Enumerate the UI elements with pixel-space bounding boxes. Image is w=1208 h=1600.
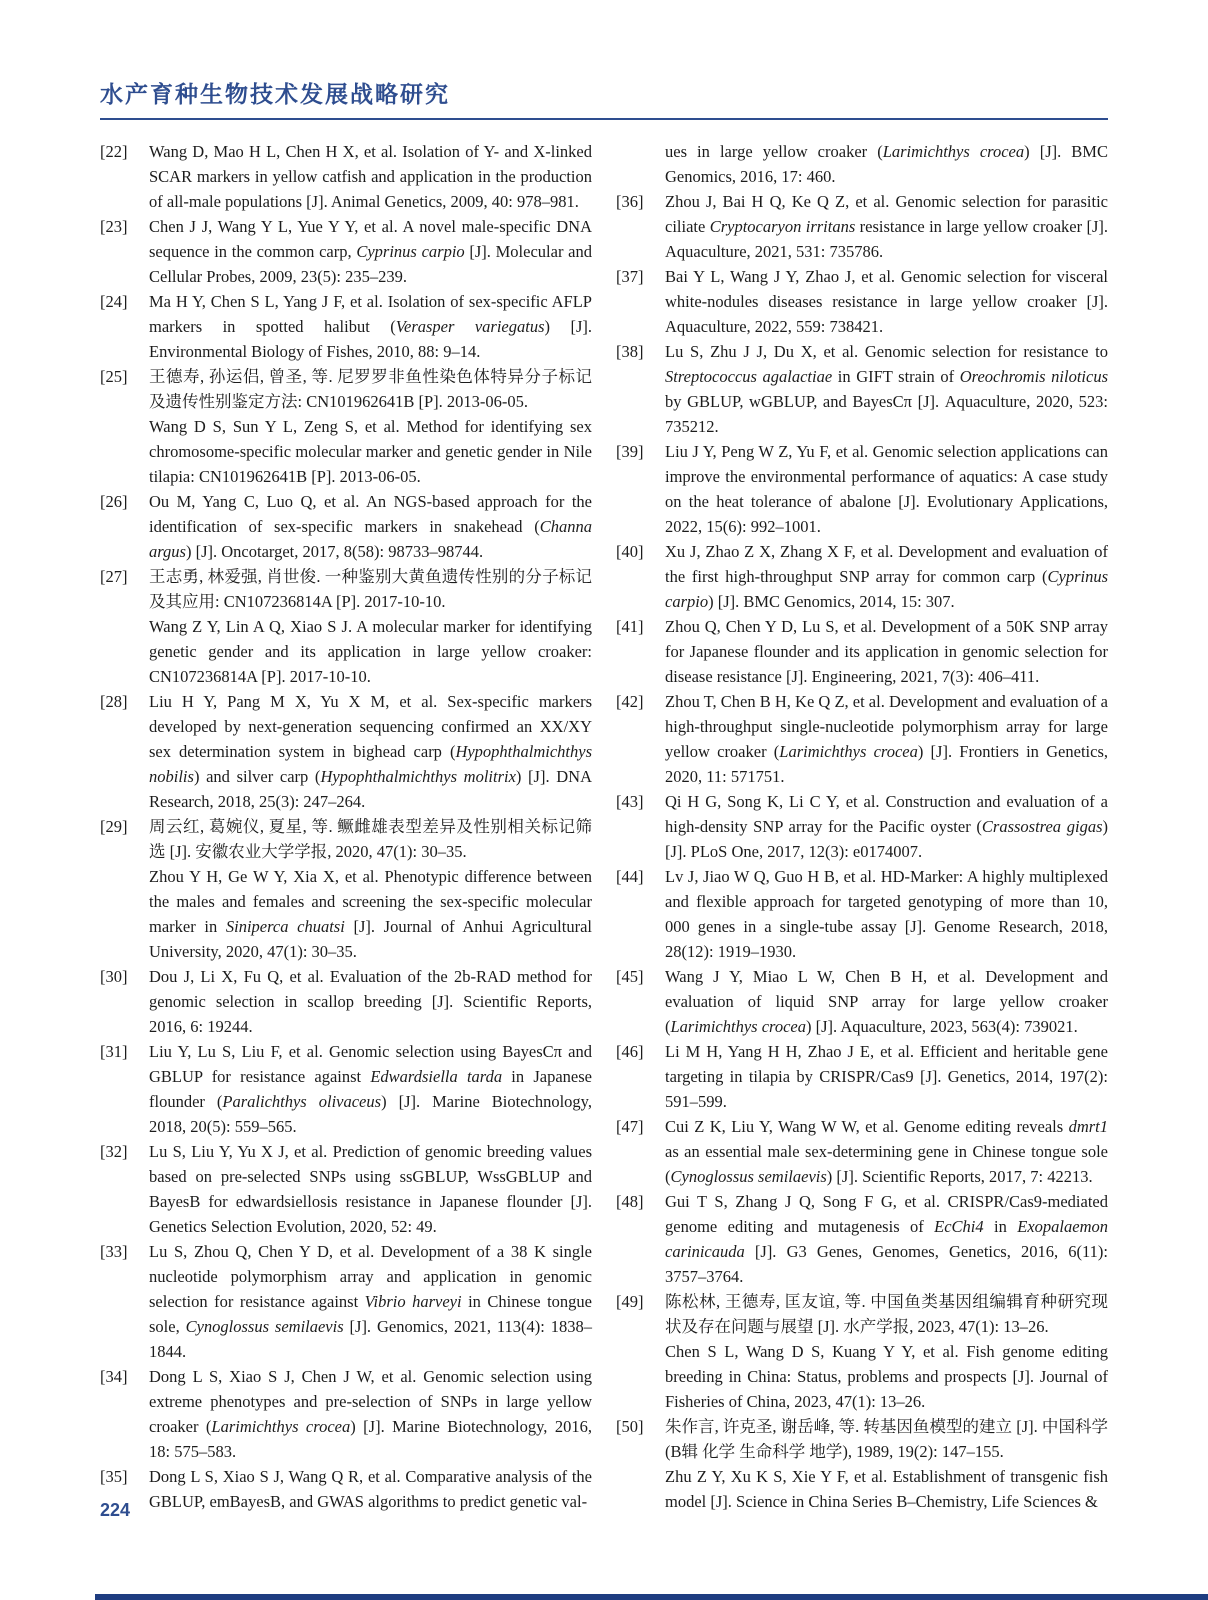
reference-body [149, 564, 592, 689]
reference-body [149, 814, 592, 964]
reference-paragraph: Li M H, Yang H H, Zhao J E, et al. Efficient and heritable gene targeting in tilapia by CRISPR/Cas9 [J]. Genetics, 2014, 197(2): 591–599. [665, 1042, 1108, 1111]
reference-number: [29] [100, 817, 128, 836]
references-section [100, 139, 1108, 1514]
reference-item [100, 489, 592, 564]
reference-item [100, 1464, 592, 1514]
reference-number: [39] [616, 442, 644, 461]
reference-item [100, 689, 592, 814]
running-header-title: 水产育种生物技术发展战略研究 [100, 81, 450, 107]
reference-body [149, 1239, 592, 1364]
reference-body [149, 1039, 592, 1139]
reference-paragraph: Zhou J, Bai H Q, Ke Q Z, et al. Genomic selection for parasitic ciliate Cryptocaryon irritans resistance in large yellow croaker [J]. Aquaculture, 2021, 531: 735786. [665, 192, 1109, 261]
page-footer [100, 1500, 130, 1521]
reference-body [665, 1114, 1108, 1189]
reference-number: [23] [100, 217, 128, 236]
reference-paragraph: 王志勇, 林爱强, 肖世俊. 一种鉴别大黄鱼遗传性别的分子标记及其应用: CN107236814A [P]. 2017-10-10. [149, 567, 592, 611]
reference-item [616, 689, 1108, 789]
reference-paragraph: Qi H G, Song K, Li C Y, et al. Construction and evaluation of a high-density SNP array for the Pacific oyster (Crassostrea gigas) [J]. PLoS One, 2017, 12(3): e0174007. [665, 792, 1108, 861]
reference-body [665, 539, 1108, 614]
reference-paragraph: Liu Y, Lu S, Liu F, et al. Genomic selection using BayesCπ and GBLUP for resistance against Edwardsiella tarda in Japanese flounder (Paralichthys olivaceus) [J]. Marine Biotechnology, 2018, 20(5): 559–565. [149, 1042, 592, 1136]
reference-paragraph: Xu J, Zhao Z X, Zhang X F, et al. Development and evaluation of the first high-throughput SNP array for common carp (Cyprinus carpio) [J]. BMC Genomics, 2014, 15: 307. [665, 542, 1108, 611]
references-column-right [616, 139, 1108, 1514]
reference-paragraph: Lu S, Zhu J J, Du X, et al. Genomic selection for resistance to Streptococcus agalactiae in GIFT strain of Oreochromis niloticus by GBLUP, wGBLUP, and BayesCπ [J]. Aquaculture, 2020, 523: 735212. [665, 342, 1109, 436]
reference-paragraph: Dong L S, Xiao S J, Wang Q R, et al. Comparative analysis of the GBLUP, emBayesB, and GWAS algorithms to predict genetic val- [149, 1467, 592, 1511]
reference-item [616, 339, 1108, 439]
reference-paragraph: Chen J J, Wang Y L, Yue Y Y, et al. A novel male-specific DNA sequence in the common carp, Cyprinus carpio [J]. Molecular and Cellular Probes, 2009, 23(5): 235–239. [149, 217, 592, 286]
reference-body [665, 964, 1108, 1039]
reference-item [616, 1114, 1108, 1189]
reference-paragraph: Dou J, Li X, Fu Q, et al. Evaluation of the 2b-RAD method for genomic selection in scallop breeding [J]. Scientific Reports, 2016, 6: 19244. [149, 967, 592, 1036]
reference-item [100, 964, 592, 1039]
footer-accent-bar [95, 1594, 1208, 1600]
reference-paragraph: 周云红, 葛婉仪, 夏星, 等. 鳜雌雄表型差异及性别相关标记筛选 [J]. 安徽农业大学学报, 2020, 47(1): 30–35. [149, 817, 592, 861]
reference-body [665, 689, 1108, 789]
reference-number: [22] [100, 142, 128, 161]
reference-item [616, 539, 1108, 614]
reference-item [616, 1189, 1108, 1289]
reference-paragraph: Ma H Y, Chen S L, Yang J F, et al. Isolation of sex-specific AFLP markers in spotted halibut (Verasper variegatus) [J]. Environmental Biology of Fishes, 2010, 88: 9–14. [149, 292, 592, 361]
reference-paragraph: Wang D, Mao H L, Chen H X, et al. Isolation of Y- and X-linked SCAR markers in yellow catfish and application in the production of all-male populations [J]. Animal Genetics, 2009, 40: 978–981. [149, 142, 592, 211]
reference-body [149, 1364, 592, 1464]
reference-item [616, 614, 1108, 689]
reference-paragraph: Zhou Q, Chen Y D, Lu S, et al. Development of a 50K SNP array for Japanese flounder and its application in genomic selection for disease resistance [J]. Engineering, 2021, 7(3): 406–411. [665, 617, 1108, 686]
page-header [100, 76, 1108, 120]
reference-item [100, 214, 592, 289]
reference-paragraph: Dong L S, Xiao S J, Chen J W, et al. Genomic selection using extreme phenotypes and pre-selection of SNPs in large yellow croaker (Larimichthys crocea) [J]. Marine Biotechnology, 2016, 18: 575–583. [149, 1367, 592, 1461]
reference-body [149, 964, 592, 1039]
reference-item [616, 1414, 1108, 1514]
reference-number [616, 139, 665, 189]
reference-paragraph: Zhou T, Chen B H, Ke Q Z, et al. Development and evaluation of a high-throughput single-nucleotide polymorphism array for large yellow croaker (Larimichthys crocea) [J]. Frontiers in Genetics, 2020, 11: 571751. [665, 692, 1108, 786]
reference-paragraph: ues in large yellow croaker (Larimichthys crocea) [J]. BMC Genomics, 2016, 17: 460. [665, 142, 1108, 186]
reference-body [665, 1289, 1108, 1414]
reference-paragraph: Bai Y L, Wang J Y, Zhao J, et al. Genomic selection for visceral white-nodules diseases resistance in large yellow croaker [J]. Aquaculture, 2022, 559: 738421. [665, 267, 1108, 336]
reference-item [100, 1039, 592, 1139]
reference-body [665, 1189, 1108, 1289]
reference-number: [25] [100, 367, 128, 386]
references-column-left [100, 139, 592, 1514]
reference-number: [37] [616, 267, 644, 286]
reference-item [616, 439, 1108, 539]
reference-number: [31] [100, 1042, 128, 1061]
reference-number: [48] [616, 1192, 644, 1211]
reference-paragraph: Zhu Z Y, Xu K S, Xie Y F, et al. Establishment of transgenic fish model [J]. Science in China Series B–Chemistry, Life Sciences & [665, 1467, 1108, 1511]
reference-body [665, 189, 1108, 264]
reference-paragraph: Cui Z K, Liu Y, Wang W W, et al. Genome editing reveals dmrt1 as an essential male sex-determining gene in Chinese tongue sole (Cynoglossus semilaevis) [J]. Scientific Reports, 2017, 7: 42213. [665, 1117, 1108, 1186]
reference-item [616, 139, 1108, 189]
reference-number: [40] [616, 542, 644, 561]
reference-paragraph: 朱作言, 许克圣, 谢岳峰, 等. 转基因鱼模型的建立 [J]. 中国科学 (B辑 化学 生命科学 地学), 1989, 19(2): 147–155. [665, 1417, 1108, 1461]
reference-paragraph: Zhou Y H, Ge W Y, Xia X, et al. Phenotypic difference between the males and females and screening the sex-specific molecular marker in Siniperca chuatsi [J]. Journal of Anhui Agricultural University, 2020, 47(1): 30–35. [149, 867, 592, 961]
reference-item [616, 964, 1108, 1039]
reference-body [665, 264, 1108, 339]
reference-body [149, 289, 592, 364]
reference-body [149, 1139, 592, 1239]
reference-number: [34] [100, 1367, 128, 1386]
reference-number: [42] [616, 692, 644, 711]
reference-paragraph: 陈松林, 王德寿, 匡友谊, 等. 中国鱼类基因组编辑育种研究现状及存在问题与展望 [J]. 水产学报, 2023, 47(1): 13–26. [665, 1292, 1108, 1336]
reference-body [149, 214, 592, 289]
reference-body [665, 1039, 1108, 1114]
reference-number: [43] [616, 792, 644, 811]
reference-number: [33] [100, 1242, 128, 1261]
reference-paragraph: Liu J Y, Peng W Z, Yu F, et al. Genomic selection applications can improve the environmental performance of aquatics: A case study on the heat tolerance of abalone [J]. Evolutionary Applications, 2022, 15(6): 992–1001. [665, 442, 1108, 536]
reference-number: [26] [100, 492, 128, 511]
reference-body [665, 1414, 1108, 1514]
reference-paragraph: Liu H Y, Pang M X, Yu X M, et al. Sex-specific markers developed by next-generation sequencing confirmed an XX/XY sex determination system in bighead carp (Hypophthalmichthys nobilis) and silver carp (Hypophthalmichthys molitrix) [J]. DNA Research, 2018, 25(3): 247–264. [149, 692, 592, 811]
reference-number: [46] [616, 1042, 644, 1061]
reference-paragraph: Lu S, Liu Y, Yu X J, et al. Prediction of genomic breeding values based on pre-selected SNPs using ssGBLUP, WssGBLUP and BayesB for edwardsiellosis resistance in Japanese flounder [J]. Genetics Selection Evolution, 2020, 52: 49. [149, 1142, 592, 1236]
reference-item [616, 864, 1108, 964]
reference-number: [30] [100, 967, 128, 986]
reference-number: [36] [616, 192, 644, 211]
reference-item [100, 564, 592, 689]
reference-paragraph: Wang D S, Sun Y L, Zeng S, et al. Method for identifying sex chromosome-specific molecular marker and genetic gender in Nile tilapia: CN101962641B [P]. 2013-06-05. [149, 417, 592, 486]
reference-item [616, 1039, 1108, 1114]
reference-body [149, 364, 592, 489]
reference-number: [28] [100, 692, 128, 711]
reference-item [616, 264, 1108, 339]
reference-item [100, 814, 592, 964]
reference-paragraph: Lv J, Jiao W Q, Guo H B, et al. HD-Marker: A highly multiplexed and flexible approach for targeted genotyping of more than 10, 000 genes in a single-tube assay [J]. Genome Research, 2018, 28(12): 1919–1930. [665, 867, 1108, 961]
reference-number: [44] [616, 867, 644, 886]
page-number: 224 [100, 1500, 131, 1520]
reference-body [665, 614, 1108, 689]
reference-item [100, 1139, 592, 1239]
reference-number: [24] [100, 292, 128, 311]
reference-number: [49] [616, 1292, 644, 1311]
reference-item [616, 189, 1108, 264]
reference-number: [38] [616, 342, 644, 361]
reference-paragraph: Ou M, Yang C, Luo Q, et al. An NGS-based approach for the identification of sex-specific markers in snakehead (Channa argus) [J]. Oncotarget, 2017, 8(58): 98733–98744. [149, 492, 592, 561]
reference-item [100, 1364, 592, 1464]
reference-body [665, 439, 1108, 539]
reference-body [149, 139, 592, 214]
reference-body [665, 339, 1108, 439]
reference-body [149, 689, 592, 814]
reference-item [616, 1289, 1108, 1414]
reference-paragraph: Chen S L, Wang D S, Kuang Y Y, et al. Fish genome editing breeding in China: Status, problems and prospects [J]. Journal of Fisheries of China, 2023, 47(1): 13–26. [665, 1342, 1108, 1411]
reference-body [665, 789, 1108, 864]
reference-number: [41] [616, 617, 644, 636]
reference-body [149, 1464, 592, 1514]
reference-number: [35] [100, 1467, 128, 1486]
reference-number: [45] [616, 967, 644, 986]
reference-paragraph: Gui T S, Zhang J Q, Song F G, et al. CRISPR/Cas9-mediated genome editing and mutagenesis of EcChi4 in Exopalaemon carinicauda [J]. G3 Genes, Genomes, Genetics, 2016, 6(11): 3757–3764. [665, 1192, 1108, 1286]
reference-number: [47] [616, 1117, 644, 1136]
reference-paragraph: Lu S, Zhou Q, Chen Y D, et al. Development of a 38 K single nucleotide polymorphism array and application in genomic selection for resistance against Vibrio harveyi in Chinese tongue sole, Cynoglossus semilaevis [J]. Genomics, 2021, 113(4): 1838–1844. [149, 1242, 592, 1361]
header-rule [100, 118, 1108, 120]
reference-item [100, 1239, 592, 1364]
reference-paragraph: Wang J Y, Miao L W, Chen B H, et al. Development and evaluation of liquid SNP array for large yellow croaker (Larimichthys crocea) [J]. Aquaculture, 2023, 563(4): 739021. [665, 967, 1108, 1036]
reference-number: [50] [616, 1417, 644, 1436]
reference-body [149, 489, 592, 564]
reference-number: [27] [100, 567, 128, 586]
reference-body [665, 864, 1108, 964]
reference-item [100, 139, 592, 214]
reference-item [616, 789, 1108, 864]
reference-number: [32] [100, 1142, 128, 1161]
reference-paragraph: Wang Z Y, Lin A Q, Xiao S J. A molecular marker for identifying genetic gender and its application in large yellow croaker: CN107236814A [P]. 2017-10-10. [149, 617, 592, 686]
reference-item [100, 364, 592, 489]
reference-paragraph: 王德寿, 孙运侣, 曾圣, 等. 尼罗罗非鱼性染色体特异分子标记及遗传性别鉴定方法: CN101962641B [P]. 2013-06-05. [149, 367, 592, 411]
reference-item [100, 289, 592, 364]
reference-body [665, 139, 1108, 189]
